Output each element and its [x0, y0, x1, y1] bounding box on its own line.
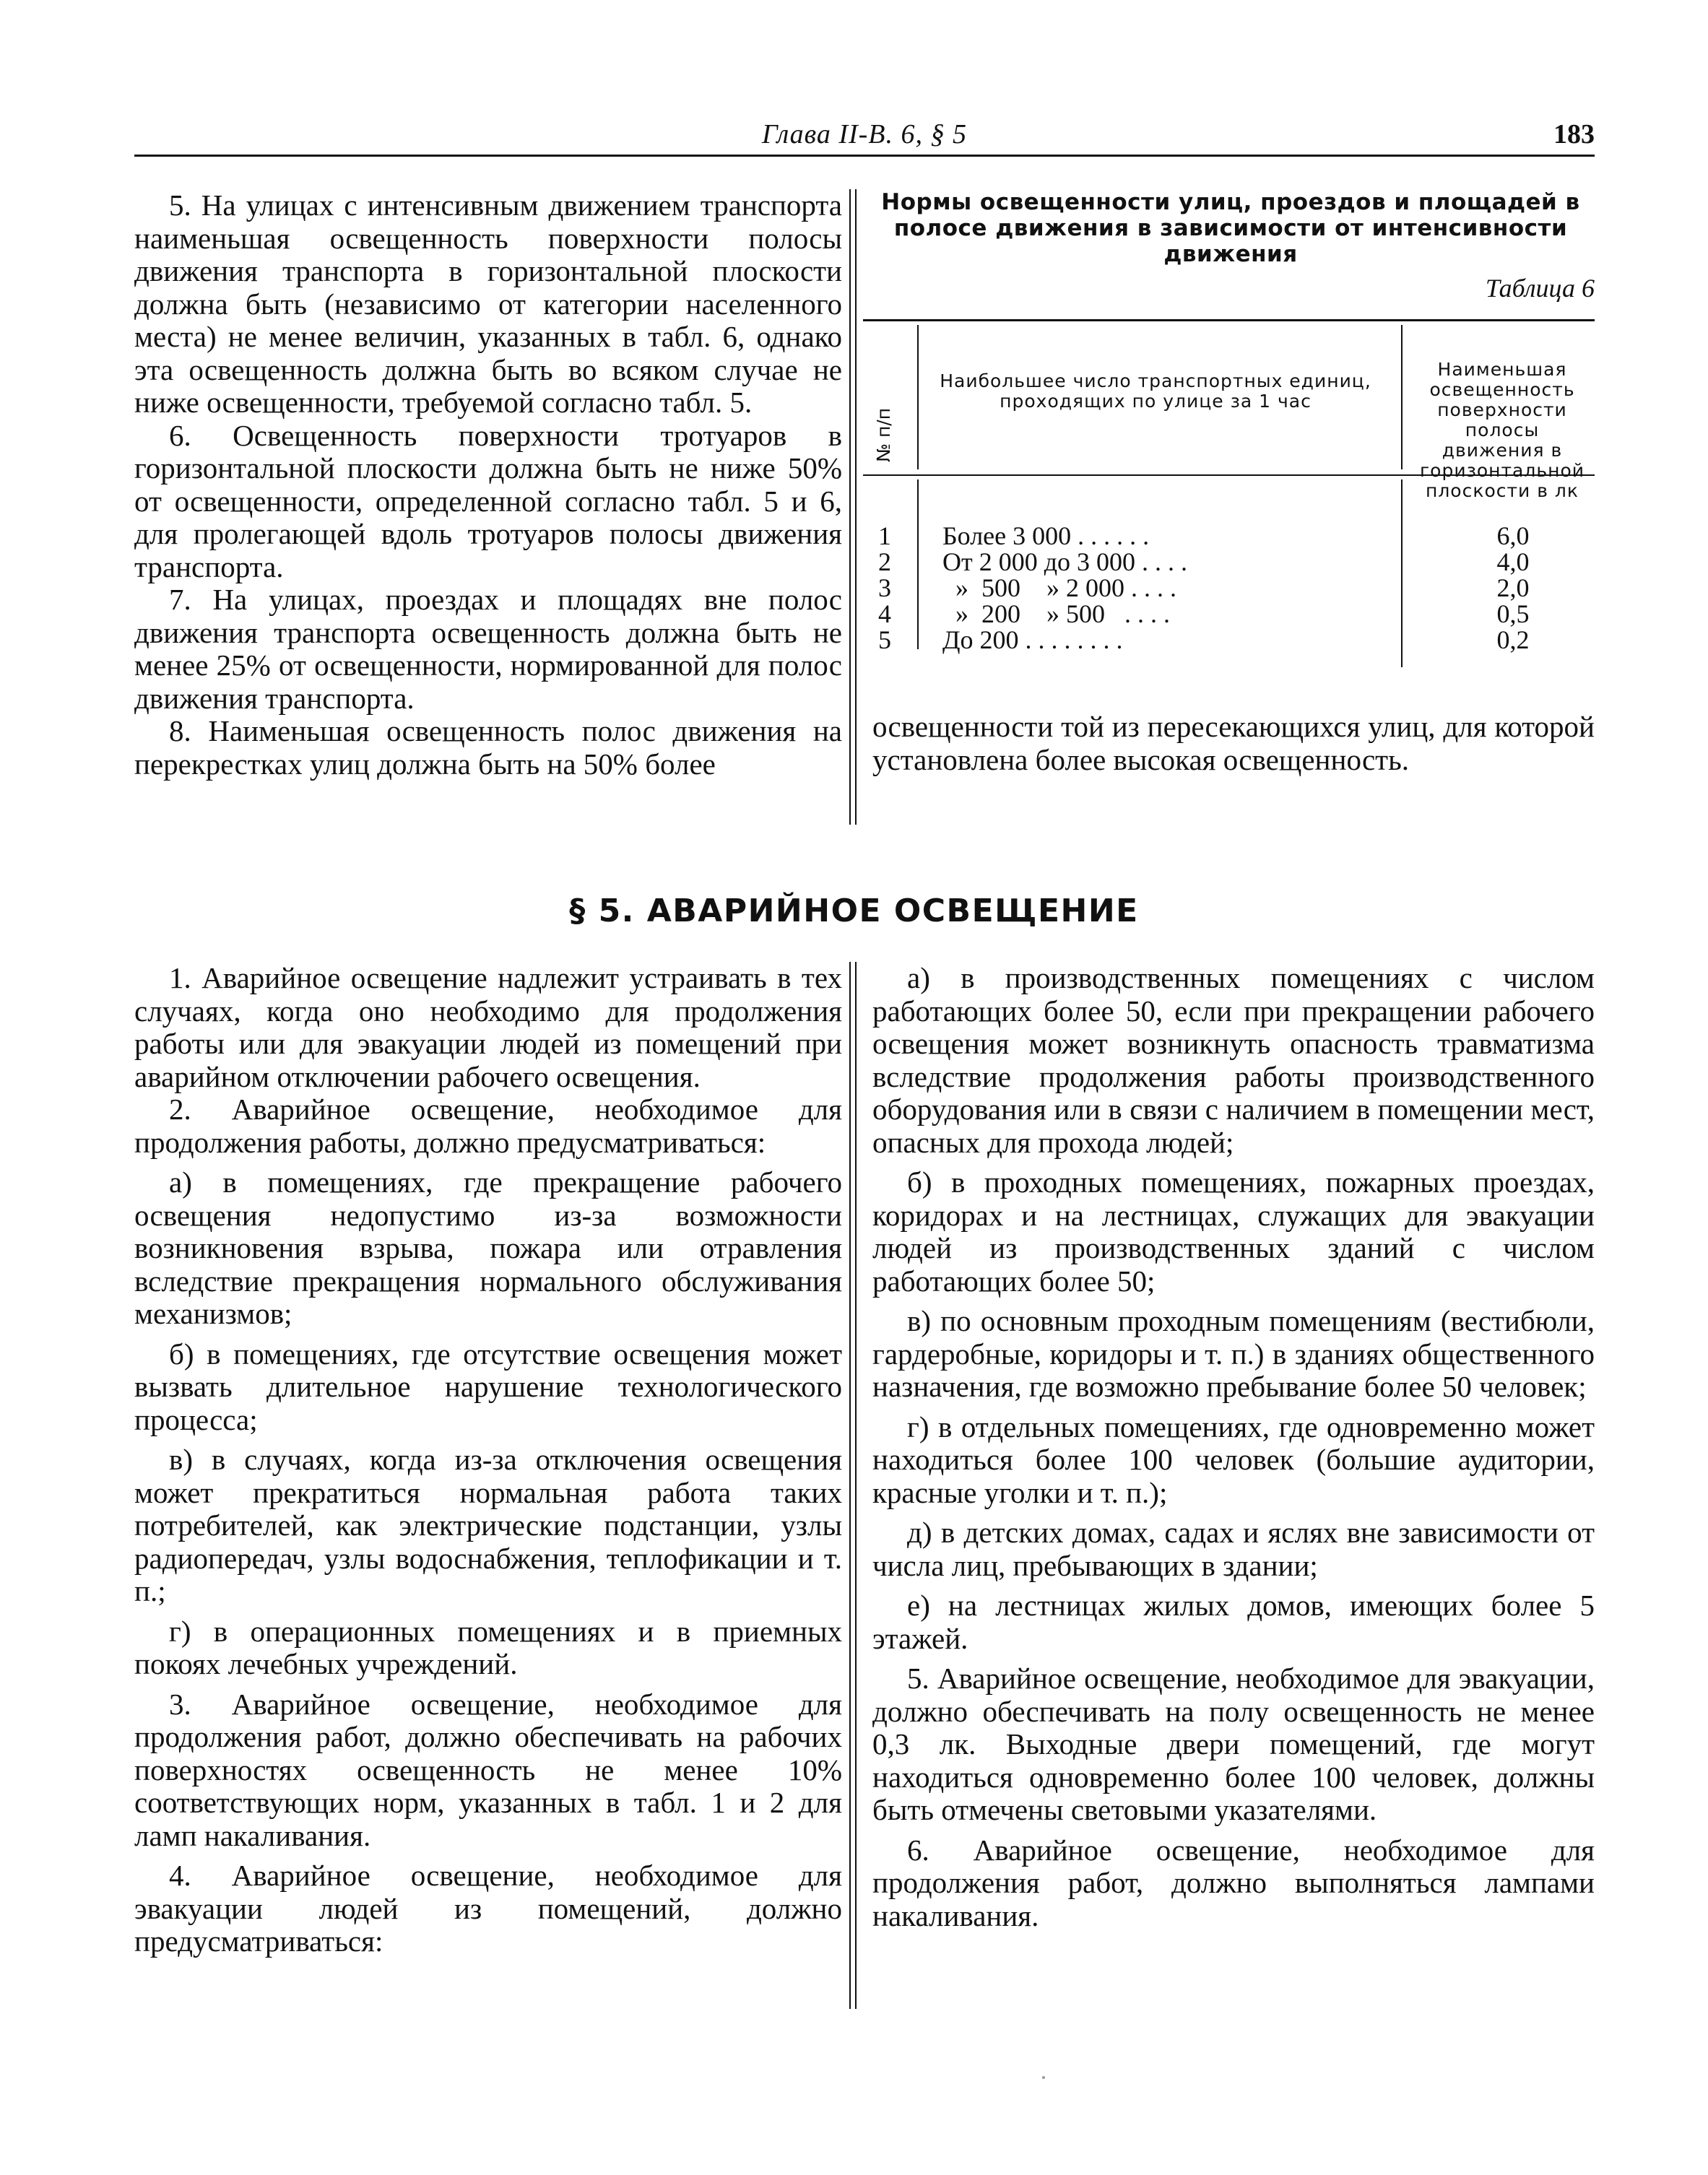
paragraph: б) в проходных помещениях, пожарных проездах, коридорах и на лестницах, служащих для эвакуации людей из производственных зданий с числом работающих более 50; — [872, 1165, 1595, 1298]
row-value: 2,0 — [1496, 573, 1530, 602]
header-num: № п/п — [873, 407, 894, 462]
header-lux: Наименьшая освещенность поверхности полосы движения в горизонтальной плоскости в лк — [1420, 359, 1585, 501]
bottom-left-column — [134, 962, 842, 1958]
table-col-divider-2b — [1401, 479, 1403, 667]
paragraph: д) в детских домах, садах и яслях вне зависимости от числа лиц, пребывающих в здании; — [872, 1516, 1595, 1582]
running-head: Глава II-B. 6, § 5 — [761, 119, 968, 149]
paragraph: 6. Аварийное освещение, необходимое для продолжения работ, должно выполняться лампами накаливания. — [872, 1833, 1595, 1932]
norm-table — [863, 319, 1595, 669]
page-header — [134, 116, 1595, 157]
paragraph: 8. Наименьшая освещенность полос движения на перекрестках улиц должна быть на 50% более — [134, 714, 842, 781]
row-desc: » 200 » 500 . . . . — [942, 599, 1170, 628]
table-col-divider-1 — [917, 325, 919, 469]
paragraph: г) в отдельных помещениях, где одновременно может находиться более 100 человек (большие аудитории, красные уголки и т. п.); — [872, 1410, 1595, 1509]
header-units: Наибольшее число транспортных единиц, проходящих по улице за 1 час — [940, 370, 1371, 412]
row-value: 6,0 — [1496, 521, 1530, 550]
top-left-column — [134, 189, 842, 781]
paragraph: 3. Аварийное освещение, необходимое для продолжения работ, должно обеспечивать на рабочих поверхностях освещенность не менее 10% соответствующих норм, указанных в табл. 1 и 2 для ламп накаливания. — [134, 1687, 842, 1852]
paragraph: 7. На улицах, проездах и площадях вне полос движения транспорта освещенность должна быть не менее 25% от освещенности, нормированной для полос движения транспорта. — [134, 583, 842, 715]
table-col-divider-1b — [917, 479, 919, 649]
row-value: 4,0 — [1496, 547, 1530, 576]
row-num: 5 — [878, 625, 891, 654]
paragraph: в) в случаях, когда из-за отключения освещения может прекратиться нормальная работа таких потребителей, как электрические подстанции, узлы радиопередач, узлы водоснабжения, теплофикации и т. п.; — [134, 1443, 842, 1607]
row-value: 0,2 — [1496, 625, 1530, 654]
paragraph: е) на лестницах жилых домов, имеющих более 5 этажей. — [872, 1589, 1595, 1655]
bottom-right-column — [872, 962, 1595, 1932]
column-divider-top — [849, 189, 857, 825]
paragraph: 6. Освещенность поверхности тротуаров в горизонтальной плоскости должна быть не ниже 50% от освещенности, определенной согласно табл. 5 и 6, для пролегающей вдоль тротуаров полосы движения транспорта. — [134, 418, 842, 583]
paragraph: 4. Аварийное освещение, необходимое для эвакуации людей из помещений, должно предусматриваться: — [134, 1859, 842, 1958]
row-value: 0,5 — [1496, 599, 1530, 628]
row-desc: До 200 . . . . . . . . — [942, 625, 1123, 654]
paragraph: 1. Аварийное освещение надлежит устраивать в тех случаях, когда оно необходимо для продолжения работы или для эвакуации людей из помещений при аварийном отключении рабочего освещения. — [134, 961, 842, 1093]
column-divider-bottom — [849, 962, 857, 2009]
paragraph: 5. Аварийное освещение, необходимое для эвакуации, должно обеспечивать на полу освещенность не менее 0,3 лк. Выходные двери помещений, где могут находиться одновременно более 100 человек, должны быть отмечены световыми указателями. — [872, 1662, 1595, 1826]
row-num: 3 — [878, 573, 891, 602]
row-desc: Более 3 000 . . . . . . — [942, 521, 1150, 550]
paragraph: 5. На улицах с интенсивным движением транспорта наименьшая освещенность поверхности полосы движения транспорта в горизонтальной плоскости должна быть (независимо от категории населенного места) не менее величин, указанных в табл. 6, однако эта освещенность должна быть во всяком случае не ниже освещенности, требуемой согласно табл. 5. — [134, 188, 842, 419]
table-caption: Таблица 6 — [1485, 274, 1595, 303]
paragraph: освещенности той из пересекающихся улиц, для которой установлена более высокая освещенность. — [872, 710, 1595, 776]
table-col-divider-2 — [1401, 325, 1403, 469]
row-desc: » 500 » 2 000 . . . . — [942, 573, 1176, 602]
page-number: 183 — [1553, 119, 1595, 149]
paragraph: г) в операционных помещениях и в приемных покоях лечебных учреждений. — [134, 1614, 842, 1680]
paragraph: б) в помещениях, где отсутствие освещения может вызвать длительное нарушение технологического процесса; — [134, 1337, 842, 1436]
table-title: Нормы освещенности улиц, проездов и площадей в полосе движения в зависимости от интенсивности движения — [881, 189, 1580, 267]
table-rule-top — [863, 319, 1595, 321]
top-right-column — [872, 711, 1595, 776]
row-num: 2 — [878, 547, 891, 576]
paragraph: а) в помещениях, где прекращение рабочего освещения недопустимо из-за возможности возникновения взрыва, пожара или отравления вследствие прекращения нормального обслуживания механизмов; — [134, 1165, 842, 1330]
row-num: 4 — [878, 599, 891, 628]
page-speck — [1042, 2076, 1045, 2079]
paragraph: а) в производственных помещениях с числом работающих более 50, если при прекращении рабочего освещения может возникнуть опасность травматизма вследствие продолжения работы производственного оборудования или в связи с наличием в помещении мест, опасных для прохода людей; — [872, 961, 1595, 1159]
paragraph: 2. Аварийное освещение, необходимое для продолжения работы, должно предусматриваться: — [134, 1093, 842, 1159]
paragraph: в) по основным проходным помещениям (вестибюли, гардеробные, коридоры и т. п.) в зданиях общественного назначения, где возможно пребывание более 50 человек; — [872, 1304, 1595, 1403]
section-heading: § 5. АВАРИЙНОЕ ОСВЕЩЕНИЕ — [569, 893, 1139, 929]
row-desc: От 2 000 до 3 000 . . . . — [942, 547, 1188, 576]
row-num: 1 — [878, 521, 891, 550]
